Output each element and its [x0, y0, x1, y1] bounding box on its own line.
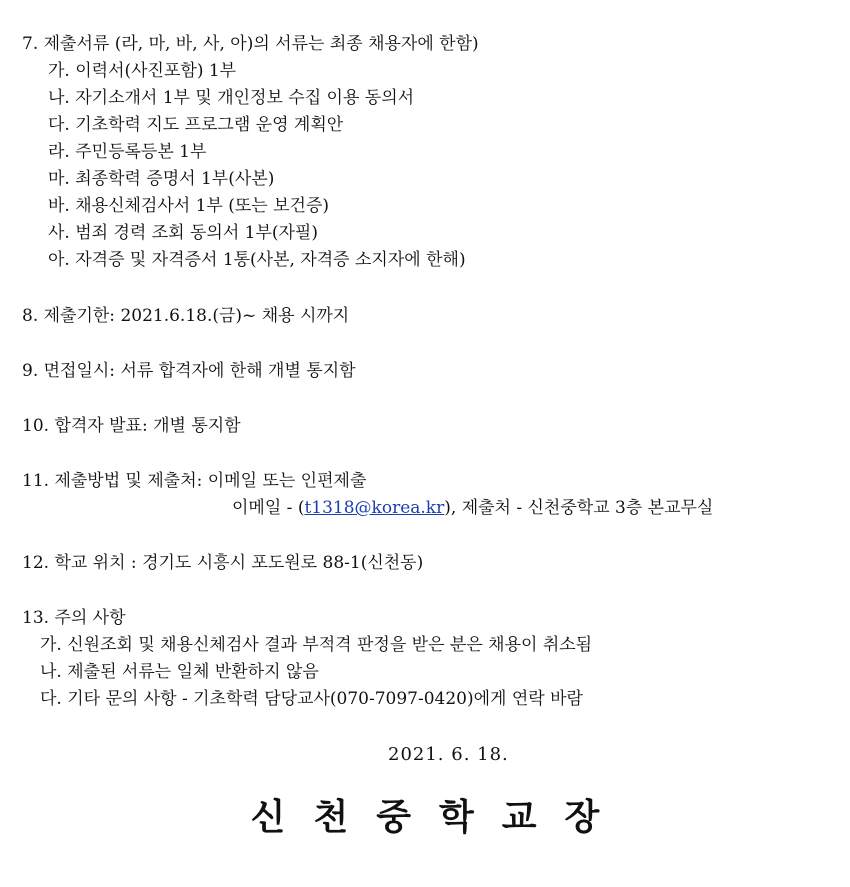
email-prefix: 이메일 - ( [232, 498, 305, 518]
document-date: 2021. 6. 18. [388, 744, 509, 765]
section-7-item-f: 바. 채용신체검사서 1부 (또는 보건증) [48, 196, 330, 216]
school-principal-signature: 신천중학교장 [250, 797, 628, 838]
section-13-item-b: 나. 제출된 서류는 일체 반환하지 않음 [40, 662, 319, 682]
section-7-item-g: 사. 범죄 경력 조회 동의서 1부(자필) [48, 223, 318, 243]
section-7-item-a: 가. 이력서(사진포함) 1부 [48, 61, 237, 81]
section-13-item-a: 가. 신원조회 및 채용신체검사 결과 부적격 판정을 받은 분은 채용이 취소됨 [40, 635, 593, 655]
section-11-email-line [232, 497, 713, 519]
email-suffix: ), 제출처 - 신천중학교 3층 본교무실 [444, 498, 714, 518]
section-13-heading: 13. 주의 사항 [22, 608, 126, 628]
section-7-item-h: 아. 자격증 및 자격증서 1통(사본, 자격증 소지자에 한해) [48, 250, 466, 270]
section-7-heading: 7. 제출서류 (라, 마, 바, 사, 아)의 서류는 최종 채용자에 한함) [22, 34, 479, 54]
section-7-item-c: 다. 기초학력 지도 프로그램 운영 계획안 [48, 115, 344, 135]
section-7-item-d: 라. 주민등록등본 1부 [48, 142, 207, 162]
section-11-heading: 11. 제출방법 및 제출처: 이메일 또는 인편제출 [22, 471, 367, 491]
section-12-location: 12. 학교 위치 : 경기도 시흥시 포도원로 88-1(신천동) [22, 553, 424, 573]
section-13-item-c: 다. 기타 문의 사항 - 기초학력 담당교사(070-7097-0420)에게 연락 바람 [40, 689, 583, 709]
section-7-item-e: 마. 최종학력 증명서 1부(사본) [48, 169, 275, 189]
email-link[interactable]: t1318@korea.kr [304, 498, 445, 518]
section-7-item-b: 나. 자기소개서 1부 및 개인정보 수집 이용 동의서 [48, 88, 415, 108]
section-8-deadline: 8. 제출기한: 2021.6.18.(금)~ 채용 시까지 [22, 306, 350, 326]
section-9-interview: 9. 면접일시: 서류 합격자에 한해 개별 통지함 [22, 361, 356, 381]
section-10-announcement: 10. 합격자 발표: 개별 통지함 [22, 416, 241, 436]
